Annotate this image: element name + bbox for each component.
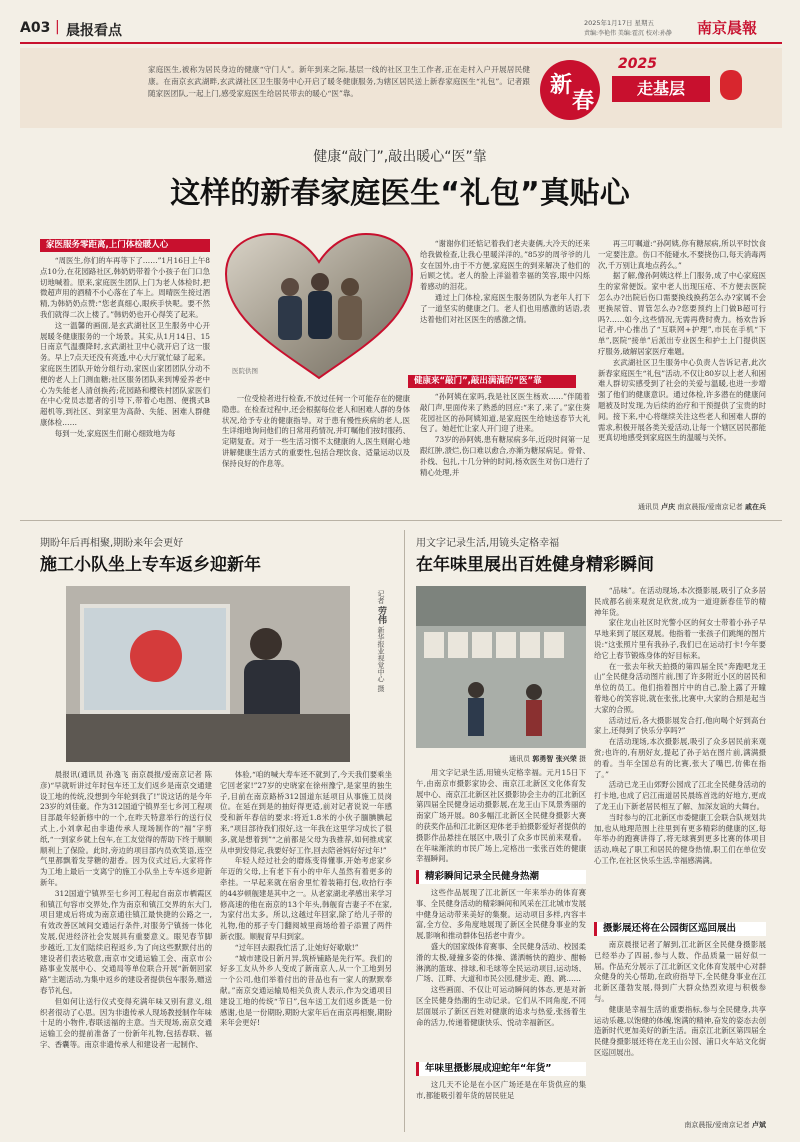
- left-column-a: [40, 770, 212, 1132]
- photo-caption: 医院供图: [232, 367, 258, 375]
- main-column-3: [420, 239, 590, 369]
- masthead-rule: [20, 42, 782, 44]
- paragraph: 晨报讯(通讯员 孙逸飞 南京晨报/爱南京记者 陈彦)“早就听讲过年时包车还工友们返乡是南京交通建设工地的传统,没想到今年轮到我了!”说这话的是今年23岁的刘佳豪。作为312国道宁镇界至七乡河工程项目部最年轻新修中的一个,在昨天特意举行的送行仪式上,小刘拿起由非遗传承人现场制作的“福”字剪纸,“一到家乡就上包车,在工友觉得的帮助下终于顺顺顺利上了保险。此时,旁边的项目部内员欢笑语,连空气里都飘着发芽糖的甜香。因为仪式过后,大家将作为工地上最后一支离宁的施工小队坐上专车返乡迎新新年。: [40, 770, 212, 887]
- right-column-a-mid: [416, 768, 586, 866]
- masthead-divider: |: [55, 19, 60, 35]
- main-photo-heart: [220, 232, 418, 382]
- paragraph: 312国道宁镇界至七乡河工程起自南京市栖霞区和镇江句容市交界处,作为南京和镇江交界的东大门,项目建成后将成为南京通往镇江最快捷的公路之一,有效改善区域间交通运行条件,对服务宁镇扬一体化发展,促进经济社会发展具有重要意义。眼见春节脚步越近,工友们陆续启程返乡,为了向这些默默付出的建设者们表达敬意,南京市交通运输工会、南京市公路事业发展中心、交通局等单位联合开展“新朝回家路”主题活动,为集中返乡的建设者提供包车服务,赠送春节礼包。: [40, 888, 212, 995]
- paragraph: “孙阿姨在家吗,我是社区医生杨欢……”伴随着敲门声,里面传来了熟悉的回应:“来了,来了。”家住葵花园社区的孙阿姨知道,是家庭医生给她送春节大礼包了。她赶忙让家人开门迎了进来。: [420, 392, 590, 434]
- main-column-2: [222, 394, 410, 514]
- main-column-4: [598, 239, 766, 501]
- paragraph: 通过上门体检,家庭医生服务团队为老年人打下了一道坚实的健康之门。老人们也用感激的话语,表达着他们对社区医生的感激之情。: [420, 292, 590, 324]
- paragraph: 家住龙山社区时光警小区的何女士带着小孙子早早地来到了展区观展。他指着一张孩子们跳绳的图片说:“这张照片里有我孙子,我们已在运动打卡!今年要给它上春节锻炼身体的好目标来。: [594, 618, 766, 660]
- right-column-a-end: [416, 1080, 586, 1132]
- editor-credits: 责编:李艳伟 美编:霍沉 校对:孙静: [584, 30, 672, 37]
- badge-char-1: 新: [550, 72, 573, 98]
- main-column-1: [40, 256, 210, 514]
- paragraph: 73岁的孙阿姨,患有糖尿病多年,近段时间第一足跟红肿,溃烂,伤口难以愈合,亦渐为糖尿病足。骨骨、扑线、包扎,十几分钟的时间,杨欢医生对伤口进行了精心处理,并: [420, 435, 590, 477]
- paragraph: “谢谢你们还惦记着我们老夫妻俩,大冷天的还来给我做检查,让我心里暖洋洋的。”85岁的周爷爷的儿女在国外,由于不方便,家庭医生的到来解决了他们的后顾之忧。老人的脸上洋溢着幸福的笑容,眼中闪烁着感动的泪花。: [420, 239, 590, 292]
- left-column-b: [220, 770, 392, 1132]
- paragraph: “品味”。在活动现场,本次摄影展,吸引了众多居民成都名前来观赏足欣赏,成为一道迎新春佳节的精神年货。: [594, 586, 766, 617]
- heart-photo-svg: [220, 232, 418, 382]
- left-photo-credit: 记者 劳伟 新华报业视觉中心 摄: [376, 590, 386, 692]
- paragraph: 活动已龙王山郊野公园成了江北全民健身活动的打卡地,也成了启江南道居民晨练首选的好地方,更成了龙王山下新老居民相互了解、加深友谊的大舞台。: [594, 780, 766, 811]
- paragraph: 健康是幸福生活的重要指标,参与全民健身,共享运动乐趣,以饱健的体魄,饱满的精神,奋发的姿态去创造新时代更加美好的新生活。南京江北新区第四届全民健身摄影展还将在龙王山公园、浦口火车站文化街区巡回展出。: [594, 1004, 766, 1057]
- banner: [20, 48, 782, 128]
- badge-lantern-icon: [720, 70, 742, 100]
- paragraph: 当时参与的江北新区市委健康工会联合队规划共加,也从地理范围上往里到有更多精彩的健康的区,每年举办的跑赛讲得了,将无球赛到更多比赛的体项目活动,唤起了职工和居民的健身热情,职工们在单位安心工作,在社区快乐生活,幸福感满满。: [594, 812, 766, 865]
- right-kicker: 用文字记录生活,用镜头定格幸福: [416, 538, 560, 549]
- paper-logo: 南京晨報: [697, 19, 758, 37]
- right-byline: 南京晨报/爱南京记者 卢斌: [684, 1121, 766, 1129]
- paragraph: 年轻人经过社会的磨炼变得懂事,开始考虑家乡年迈的父母,上有老下有小的中年人虽然有着更多的牵挂。一早起来就在宿舍里忙着装箱打包,收拾行李的44岁顿舰建是其中之一。从老家湖北孝感出来学习修高速的他在南京的13个年头,韩舰育吉妻子不在家,为家付出太多。所以,这越过年回家,除了给儿子带的礼物,他的那子专门翻阅城里商场给着子添置了两件新衣服。顺舰育早归到家。: [220, 856, 392, 941]
- paragraph: 在活动现场,本次摄影展,吸引了众多居民前来观赏;也许的,有朋好友,提起了孙子站在图片前,满满摄的看。当年全国总有的比赛,张大了嘴巴,仿佛在指了。”: [594, 737, 766, 779]
- left-headline: 施工小队坐上专车返乡迎新年: [40, 555, 261, 575]
- paragraph: 南京晨报记者了解到,江北新区全民健身摄影展已经举办了四届,参与人数、作品质量一届好似一届。作品充分展示了江北新区文化体育发展中心对群众健身的关心帮助,在政府指导下,全民健身事业在江北新区蓬勃发展,得到广大群众热烈欢迎与积极参与。: [594, 940, 766, 1003]
- issue-date: [584, 18, 654, 27]
- paragraph: 一位受检者进行检查,不放过任何一个可能存在的健康隐患。在检查过程中,还会根据每位老人和困难人群的身体状况,给予专业的健康指导。对于患有慢性疾病的老人,医生详细地询问他们的日常用药情况,并叮嘱他们按时服药、定期复查。对于一些生活习惯不太健康的人,医生则耐心地讲解健康生活方式的重要性,包括合理饮食、适量运动以及保持良好的作息等。: [222, 394, 410, 468]
- right-headline: 在年味里展出百姓健身精彩瞬间: [416, 555, 654, 575]
- paragraph: 这些作品展现了江北新区一年来举办的体育赛事、全民健身活动的精彩瞬间和风采在江北城市发展中健身运动带来美好的集聚。运动项目多样,内容丰富,全方位、多角度地展现了新区全民健身事业的发展,影响和推动群体包括老中青少。: [416, 888, 586, 941]
- right-subhead-2: 年味里摄影展成迎蛇年“年货”: [416, 1062, 586, 1076]
- paragraph: 这些画面、不仅让可运动瞬间的体态,更是对新区全民健身热潮的生动记录。它们从不同角度,不同层面展示了新区百姓对健康的追求与热爱,张扬着生命的活力,传递着健康快乐、悦动幸福新区。: [416, 985, 586, 1027]
- section-name: 晨报看点: [66, 23, 122, 39]
- badge-title: 走基层: [612, 76, 710, 102]
- paragraph: 用文字记录生活,用镜头定格幸福。元月15日下午,由南京市摄影家协会、南京江北新区文化体育发展中心、南京江北新区社区摄影协会主办的江北新区第四届全民健身运动摄影展,在龙王山下凤景秀丽的南家广场开展。80多幅江北新区全民健身摄影大赛的获奖作品和江北新区迎体老手拍摄影爱好者提供的摄影作品悬挂在展区中,吸引了众多市民前来观看。在年味渐浓的市民广场上,定格出一张张百姓的健康幸福瞬间。: [416, 768, 586, 864]
- paragraph: 每到一处,家庭医生们耐心细致地为每: [54, 428, 176, 438]
- exhibit-photo-svg: [416, 586, 586, 748]
- section-bar-1: 家医服务零距离,上门体检暖人心: [40, 239, 210, 252]
- paragraph: “周医生,你们的车再等下了……”1月16日上午8点10分,在花园路社区,韩奶奶带着个小孩子在门口急切地喊着。原来,家庭医生团队上门为老人体检时,把微超声用的酒精不小心落在了车上。周晴医生接过酒精,为韩奶奶点赞:“您老真细心,眼疾手快呢。要不然我们就得二次上楼了。”韩奶奶也开心得笑了起来。: [40, 256, 210, 319]
- right-column-a-low: [416, 888, 586, 1056]
- badge-year: 2025: [618, 56, 657, 72]
- right-column-b-top: [594, 586, 766, 916]
- main-byline: 通讯员 卢庆 南京晨报/爱南京记者 戚在兵: [637, 503, 766, 511]
- date-text: 2025年1月17日: [584, 19, 633, 27]
- paragraph: 盛大的国家级体育赛事、全民健身活动、校园柔滑的太极,碰撞多姿的体操、潇洒畅快的跑步、酣畅淋漓的篮球、排球,和毛球等全民运动项目,运动场、广场、江畔、大道和市民公园,健步走、跑、跳……: [416, 941, 586, 984]
- right-photo-credit: 通讯员 郭勇智 张兴荣 摄: [509, 755, 586, 763]
- right-column-b-low: [594, 940, 766, 1118]
- paragraph: 体验,“咱的喊大寿车还不就到了,今天我们要乘坐它回老家!”27岁的史晓家在徐州豫宁,是家里的独生子,目前在南京路桥312国道东延项目从事施工员岗位。在延在到是的抽好得更适,前对记者说说一年感受和新年春信的要求:将近1.8米的小伙子腼腆腆起来,“项目部待我们很好,这一年我在这里学习成长了很多,就是想着到”“之前都是父母为我推荐,如何推成家从申到安得定,我要好好工作,回去陪爸妈好好过年!”: [220, 770, 392, 855]
- right-subhead-3: 摄影展还将在公园街区巡回展出: [594, 922, 766, 936]
- section-divider: [20, 520, 782, 521]
- column-divider: [404, 530, 405, 1132]
- bus-photo-svg: [66, 586, 350, 762]
- paragraph: 活动过后,各大摄影展发合打,他向喝个好到高台家上,还得到了快乐分享吗?”: [594, 715, 766, 736]
- left-photo: [66, 586, 350, 762]
- weekday-text: 星期五: [634, 19, 655, 27]
- masthead: [0, 0, 800, 44]
- banner-intro: 家庭医生,被称为居民身边的健康“守门人”。新年到来之际,基层一线的社区卫生工作者,正在走村入户开展居民健康。在南京玄武湖畔,玄武湖社区卫生服务中心开启了暖冬健康服务,为辖区居民送上新春家庭医生“礼包”。记者跟随家医团队,一起上门,感受家庭医生给居民带去的暖心“医”靠。: [148, 65, 530, 98]
- paragraph: “过年回去跟我忙活了,让她好好歇歇!”: [234, 942, 359, 952]
- badge-char-2: 春: [572, 88, 595, 114]
- right-photo: [416, 586, 586, 748]
- paragraph: 再三叮嘱道:“孙阿姨,你有糖尿病,所以平时饮食一定要注意。伤口不能碰水,不要挠伤口,每天消毒两次,千万别让真地点药么。”: [598, 239, 766, 270]
- page-number: A03: [20, 20, 51, 36]
- paragraph: 据了解,像孙阿姨这样上门服务,成了中心家庭医生的家常便饭。家中老人出现压疮、不方便去医院怎么办?出院后伤口需要换线换药怎么办?家属不会更换尿管、胃管怎么办?您要预约上门做B超可行吗?……如今,这些情况,无需再费时费力。杨欢告诉记者,中心推出了“互联网+护理”,市民在手机“下单”,医院“接单”后派出专业医生和护士上门提供医疗服务,破解居家医疗难题。: [598, 271, 766, 356]
- paragraph: “城市建设日新月异,筑桥铺路是先行军。我们的好多工友从外乡人变成了新南京人,从一个工地到另一个公司,他们举着付出的昔品也有一家人的默默奉献。”南京交通运输局相关负责人表示,作为交通项目建设工地的传统“节日”,包车送工友们返乡既是一份感谢,也是一份期盼,期盼大家年后在南京再相聚,期盼来年会更好!: [220, 953, 392, 1028]
- paragraph: 在一张去年秋天拍摄的第四届全民“奔跑吧龙王山”全民健身活动图片前,围了许多附近小区的居民和单位的员工。他们指着图片中的自己,脸上露了开瞳着地心的笑容说,就在张张,比赛中,大家的合照是起当大家的合照。: [594, 661, 766, 714]
- left-kicker: 期盼年后再相聚,期盼来年会更好: [40, 538, 184, 549]
- paragraph: 这一温馨的画面,是玄武湖社区卫生服务中心开展暖冬健康服务的一个场景。其实,从1月14日、15日南京气温骤降时,玄武湖社卫中心就开启了这一服务。早上7点天还没有亮透,中心大厅就忙碌了起来。家庭医生团队开始分组行动,家医山家团团队分动不便的老人上门测血糖;社区服务团队来到博爱养老中心为失能老人清创换药;花园路和樱铁村团队家医们在中心党员志愿者的引导下,带着心电图、便携式B超机等,到社区、到家里为高龄、失能、困难人群健康体检……: [40, 320, 210, 427]
- main-column-3b: [420, 392, 590, 514]
- banner-badge: [540, 54, 765, 124]
- paragraph: 玄武湖社区卫生服务中心负责人告诉记者,此次新春家庭医生“礼包”活动,不仅让80岁以上老人和困难人群切实感受到了社会的关爱与温暖,也进一步增强了他们的健康意识。通过体检,许多潜在的健康问题被及时发现,为后续的治疗和干预提供了宝贵的时间。接下来,中心将继续关注这些老人和困难人群的需求,积极开展各类关爱活动,让每一个辖区居民都能更真切地感受到家庭医生的温暖与关怀。: [598, 357, 766, 443]
- paragraph: 但如何让送行仪式变得充满年味又别有意义,组织者很动了心思。因为非遗传承人现场教授制作年味十足的小物件,春联送福的主意。当天现场,南京交通运输工会的提前准备了一份新年礼物,包括春联、福字、香囊等。南京非遗传承人和建设者一起制作、: [40, 996, 212, 1049]
- right-subhead-1: 精彩瞬间记录全民健身热潮: [416, 870, 586, 884]
- paragraph: 这几天不论是在小区广场还是在年货供应的集市,都能吸引着年货的居民驻足: [416, 1080, 586, 1100]
- main-kicker: 健康“敲门”,敲出暖心“医”靠: [313, 149, 487, 165]
- section-bar-2: 健康来“敲门”,敲出满满的“医”靠: [408, 375, 576, 388]
- main-headline: 这样的新春家庭医生“礼包”真贴心: [170, 176, 630, 211]
